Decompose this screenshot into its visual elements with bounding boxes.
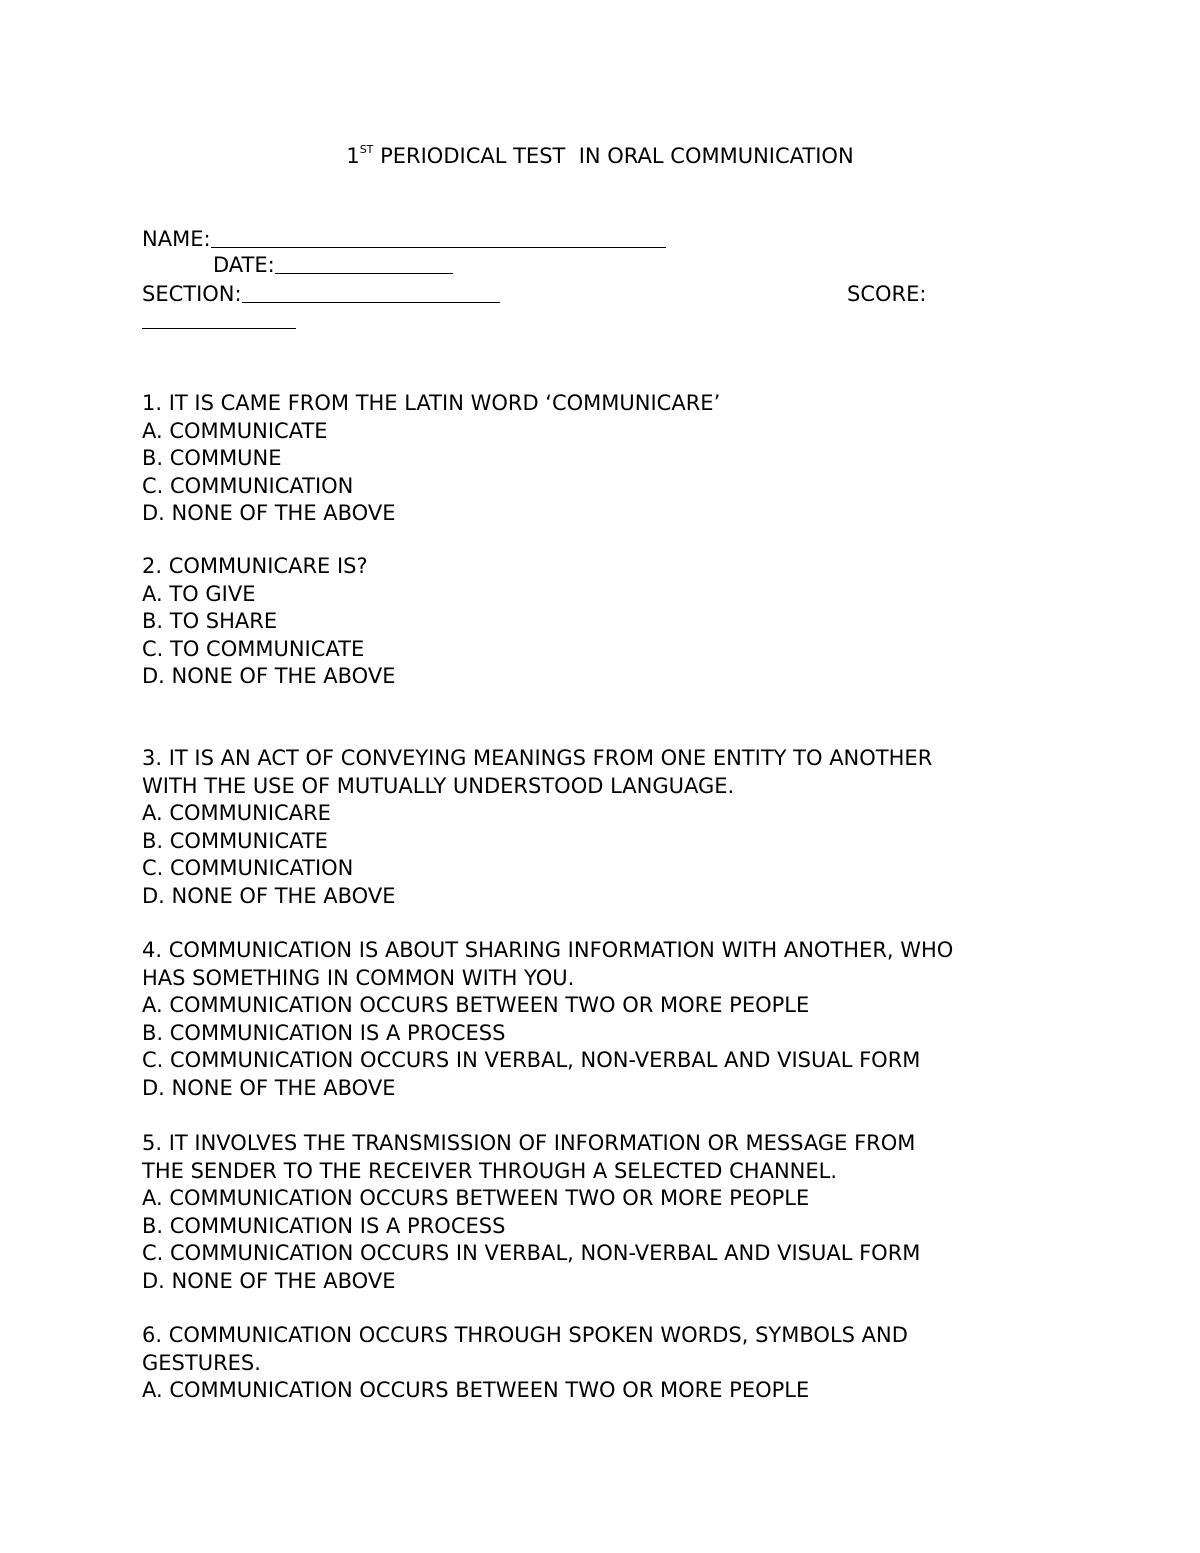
answer-option: C. COMMUNICATION (142, 473, 354, 498)
answer-option: A. COMMUNICATION OCCURS BETWEEN TWO OR MORE PEOPLE (142, 993, 810, 1017)
title-text: PERIODICAL TEST IN ORAL COMMUNICATION (373, 144, 854, 168)
name-blank (211, 225, 666, 248)
answer-option: D. NONE OF THE ABOVE (142, 1268, 396, 1293)
section-blank (242, 280, 500, 303)
score-blank-row (142, 306, 296, 334)
answer-option: B. TO SHARE (142, 609, 278, 633)
section-label: SECTION: (142, 282, 242, 306)
question-text: 2. COMMUNICARE IS? (142, 554, 368, 578)
question-text: GESTURES. (142, 1350, 261, 1375)
question-text: 4. COMMUNICATION IS ABOUT SHARING INFORMATION WITH ANOTHER, WHO (142, 938, 954, 962)
answer-option: D. NONE OF THE ABOVE (142, 883, 396, 908)
score-label: SCORE: (847, 282, 927, 306)
question-1 (142, 390, 1102, 528)
question-4 (142, 937, 1102, 1102)
answer-option: B. COMMUNICATION IS A PROCESS (142, 1213, 506, 1238)
question-text: 5. IT INVOLVES THE TRANSMISSION OF INFORMATION OR MESSAGE FROM (142, 1131, 916, 1155)
date-row (213, 251, 453, 279)
answer-option: A. COMMUNICATE (142, 418, 328, 443)
answer-option: D. NONE OF THE ABOVE (142, 1075, 396, 1100)
answer-option: C. COMMUNICATION OCCURS IN VERBAL, NON-VERBAL AND VISUAL FORM (142, 1048, 921, 1072)
question-6 (142, 1322, 1102, 1405)
question-text: THE SENDER TO THE RECEIVER THROUGH A SELECTED CHANNEL. (142, 1158, 837, 1183)
question-3 (142, 745, 1102, 910)
score-row (847, 280, 926, 308)
question-text: HAS SOMETHING IN COMMON WITH YOU. (142, 965, 575, 990)
question-text: 6. COMMUNICATION OCCURS THROUGH SPOKEN WORDS, SYMBOLS AND (142, 1323, 908, 1347)
name-row (142, 225, 666, 253)
answer-option: A. TO GIVE (142, 581, 256, 606)
question-text: 3. IT IS AN ACT OF CONVEYING MEANINGS FROM ONE ENTITY TO ANOTHER (142, 746, 933, 770)
answer-option: B. COMMUNICATION IS A PROCESS (142, 1020, 506, 1045)
answer-option: D. NONE OF THE ABOVE (142, 664, 396, 688)
answer-option: B. COMMUNICATE (142, 828, 328, 853)
answer-option: A. COMMUNICATION OCCURS BETWEEN TWO OR MORE PEOPLE (142, 1378, 810, 1402)
date-label: DATE: (213, 253, 275, 277)
answer-option: C. COMMUNICATION (142, 856, 354, 880)
answer-option: C. TO COMMUNICATE (142, 636, 365, 661)
title-number: 1 (346, 144, 360, 168)
section-row (142, 280, 500, 308)
name-label: NAME: (142, 227, 211, 251)
date-blank (275, 251, 453, 274)
answer-option: D. NONE OF THE ABOVE (142, 501, 396, 525)
answer-option: A. COMMUNICARE (142, 801, 331, 825)
question-2 (142, 553, 1102, 691)
page-title (0, 142, 1200, 170)
title-superscript: ST (359, 143, 374, 156)
question-text: WITH THE USE OF MUTUALLY UNDERSTOOD LANGUAGE. (142, 773, 735, 798)
answer-option: A. COMMUNICATION OCCURS BETWEEN TWO OR MORE PEOPLE (142, 1186, 810, 1210)
answer-option: B. COMMUNE (142, 446, 282, 470)
score-blank (142, 306, 296, 329)
question-5 (142, 1130, 1102, 1295)
question-text: 1. IT IS CAME FROM THE LATIN WORD ‘COMMUNICARE’ (142, 391, 721, 415)
answer-option: C. COMMUNICATION OCCURS IN VERBAL, NON-VERBAL AND VISUAL FORM (142, 1241, 921, 1265)
